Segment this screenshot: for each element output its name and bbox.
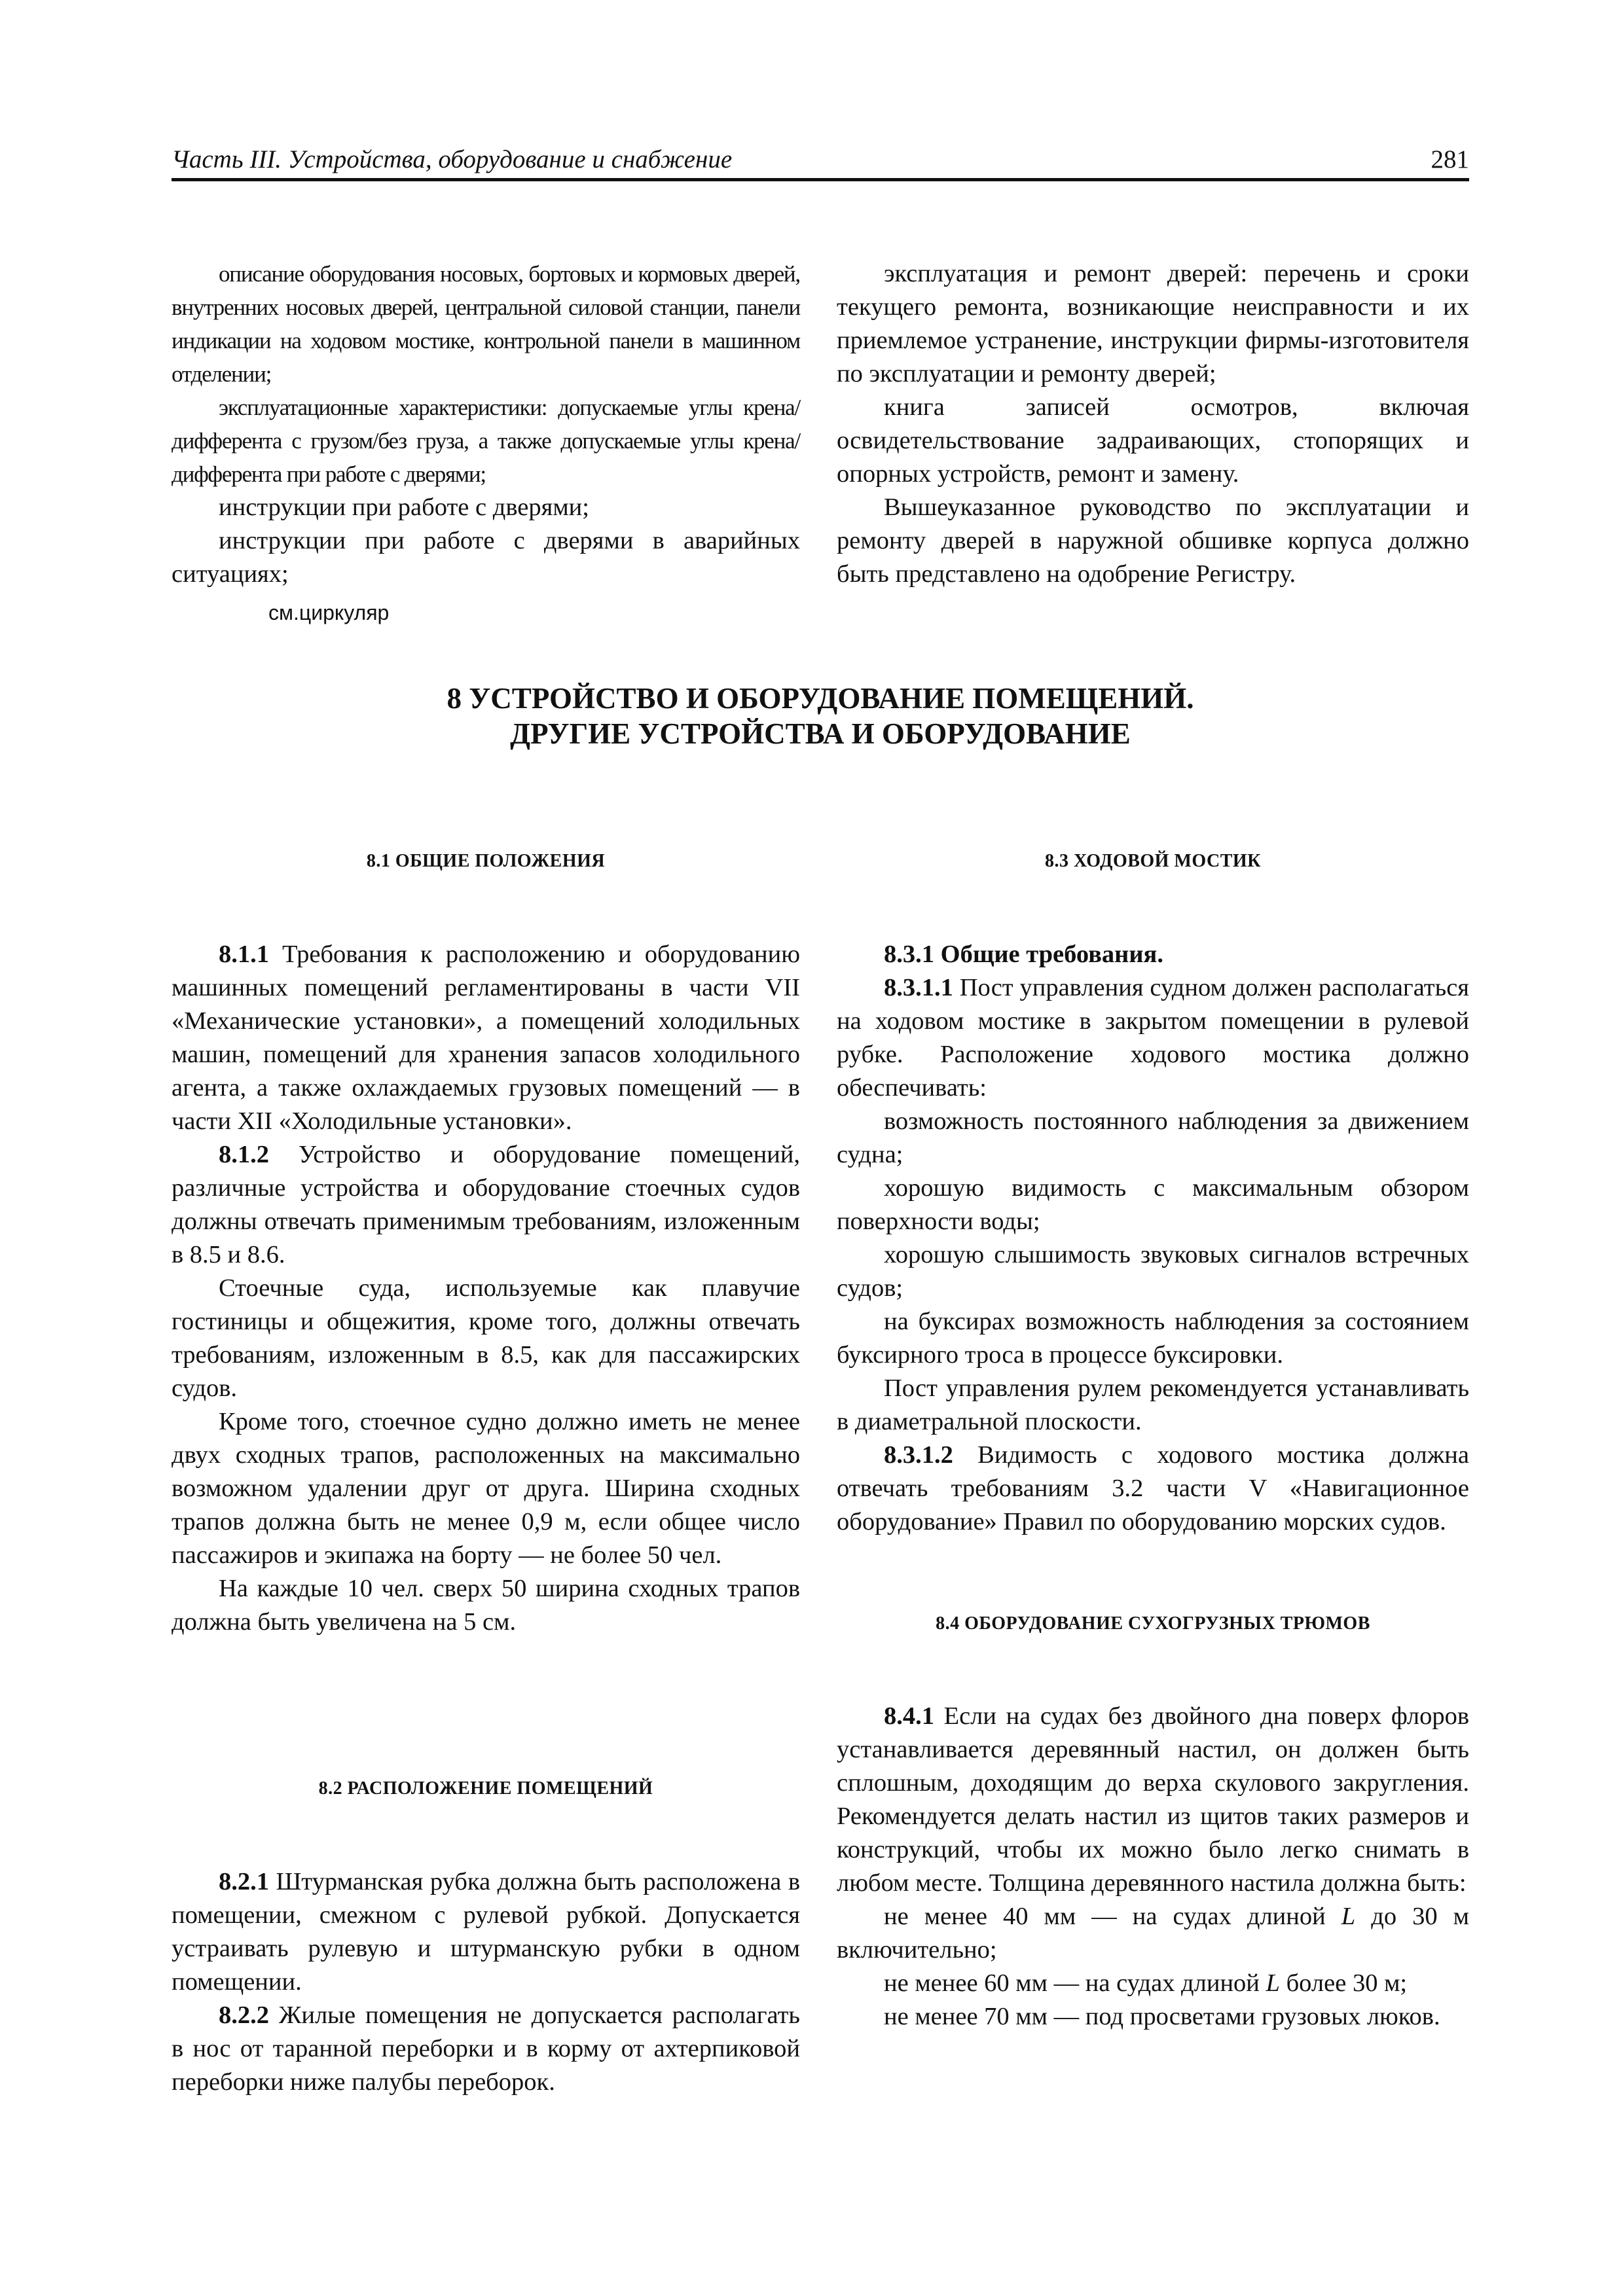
paragraph [172, 938, 800, 1138]
header-title: Часть III. Устройства, оборудование и снабжение [172, 145, 733, 173]
list-item [837, 1900, 1469, 1967]
list-item: не менее 70 мм — под просветами грузовых люков. [884, 2003, 1440, 2030]
paragraph [172, 1138, 800, 1272]
section-8-2-text [172, 1865, 800, 2099]
margin-note: см.циркуляр [268, 601, 390, 624]
section-8-3-text [837, 938, 1469, 1539]
section-8-4-text [837, 1700, 1469, 2034]
section-heading-8-1: 8.1 ОБЩИЕ ПОЛОЖЕНИЯ [366, 851, 606, 871]
top-left-text [172, 257, 800, 591]
paragraph [837, 1439, 1469, 1539]
variable-l: L [1341, 1903, 1356, 1930]
clause-text: Требования к расположению и оборудованию машинных помещений регламентированы в части VII «Механические установки», а помещений холодильных машин, помещений для хранения запасов холодильного агента, а также охлаждаемых грузовых помещений — в части XII «Холодильные установки». [172, 941, 800, 1135]
clause-number: 8.2.1 [219, 1868, 269, 1895]
paragraph: эксплуатационные характеристики: допускаемые углы крена/дифферента с грузом/без груза, а также допускаемые углы крена/дифферента при работе с дверями; [172, 395, 800, 487]
clause-text: Видимость с ходового мостика должна отвечать требованиям 3.2 части V «Навигационное оборудование» Правил по оборудованию морских судов. [837, 1441, 1469, 1535]
section-heading-8-2: 8.2 РАСПОЛОЖЕНИЕ ПОМЕЩЕНИЙ [318, 1778, 653, 1799]
clause-number: 8.3.1.2 [884, 1441, 953, 1469]
clause-text: Если на судах без двойного дна поверх флоров устанавливается деревянный настил, он должен быть сплошным, доходящим до верха скулового закругления. Рекомендуется делать настил из щитов таких размеров и конструкций, чтобы их можно было легко снимать в любом месте. Толщина деревянного настила должна быть: [837, 1702, 1469, 1897]
paragraph [837, 971, 1469, 1105]
list-item-text: до 30 м включительно; [837, 1903, 1469, 1964]
chapter-heading-line: ДРУГИЕ УСТРОЙСТВА И ОБОРУДОВАНИЕ [510, 717, 1131, 750]
paragraph: инструкции при работе с дверями в аварийных ситуациях; [172, 527, 800, 588]
subheading-title: Общие требования. [934, 941, 1163, 968]
paragraph: Стоечные суда, используемые как плавучие гостиницы и общежития, кроме того, должны отвечать требованиям, изложенным в 8.5, как для пассажирских судов. [172, 1274, 800, 1402]
paragraph: Пост управления рулем рекомендуется устанавливать в диаметральной плоскости. [837, 1374, 1469, 1435]
paragraph: Кроме того, стоечное судно должно иметь не менее двух сходных трапов, расположенных на максимально возможном удалении друг от друга. Ширина сходных трапов должна быть не менее 0,9 м, если общее число пассажиров и экипажа на борту — не более 50 чел. [172, 1408, 800, 1569]
variable-l: L [1266, 1969, 1280, 1997]
list-item: хорошую видимость с максимальным обзором поверхности воды; [837, 1174, 1469, 1235]
clause-number: 8.1.1 [219, 941, 269, 968]
list-item: хорошую слышимость звуковых сигналов встречных судов; [837, 1241, 1469, 1302]
top-right-text [837, 257, 1469, 591]
clause-text: Устройство и оборудование помещений, различные устройства и оборудование стоечных судов должны отвечать применимым требованиям, изложенным в 8.5 и 8.6. [172, 1141, 800, 1268]
clause-text: Пост управления судном должен располагаться на ходовом мостике в закрытом помещении в рулевой рубке. Расположение ходового мостика должно обеспечивать: [837, 974, 1469, 1102]
list-item: возможность постоянного наблюдения за движением судна; [837, 1107, 1469, 1168]
clause-number: 8.3.1.1 [884, 974, 953, 1001]
paragraph: инструкции при работе с дверями; [219, 493, 589, 521]
list-item-text: не менее 60 мм — на судах длиной [884, 1969, 1266, 1997]
paragraph: книга записей осмотров, включая освидетельствование задраивающих, стопорящих и опорных устройств, ремонт и замену. [837, 393, 1469, 488]
paragraph [172, 1865, 800, 1999]
page-number: 281 [1431, 145, 1469, 173]
list-item-text: более 30 м; [1279, 1969, 1408, 1997]
chapter-heading-line: 8 УСТРОЙСТВО И ОБОРУДОВАНИЕ ПОМЕЩЕНИЙ. [447, 682, 1194, 715]
clause-text: Штурманская рубка должна быть расположена в помещении, смежном с рулевой рубкой. Допускается устраивать рулевую и штурманскую рубки в одном помещении. [172, 1868, 800, 1996]
clause-text: Жилые помещения не допускается располагать в нос от таранной переборки и в корму от ахтерпиковой переборки ниже палубы переборок. [172, 2001, 800, 2096]
paragraph: описание оборудования носовых, бортовых и кормовых дверей, внутренних носовых дверей, центральной силовой станции, панели индикации на ходовом мостике, контрольной панели в машинном отделении; [172, 261, 800, 387]
section-heading-8-3: 8.3 ХОДОВОЙ МОСТИК [1045, 851, 1261, 871]
paragraph: Вышеуказанное руководство по эксплуатации и ремонту дверей в наружной обшивке корпуса должно быть представлено на одобрение Регистру. [837, 493, 1469, 588]
section-8-1-text [172, 938, 800, 1639]
section-heading-8-4: 8.4 ОБОРУДОВАНИЕ СУХОГРУЗНЫХ ТРЮМОВ [936, 1613, 1370, 1634]
paragraph: На каждые 10 чел. сверх 50 ширина сходных трапов должна быть увеличена на 5 см. [172, 1575, 800, 1636]
paragraph [837, 1700, 1469, 1900]
clause-number: 8.2.2 [219, 2001, 269, 2029]
list-item-text: не менее 40 мм — на судах длиной [884, 1903, 1341, 1930]
subheading [837, 938, 1469, 971]
list-item [837, 1967, 1469, 2000]
running-header [172, 145, 1469, 181]
clause-number: 8.4.1 [884, 1702, 934, 1730]
clause-number: 8.3.1 [884, 941, 934, 968]
paragraph: эксплуатация и ремонт дверей: перечень и сроки текущего ремонта, возникающие неисправности и их приемлемое устранение, инструкции фирмы-изготовителя по эксплуатации и ремонту дверей; [837, 260, 1469, 387]
clause-number: 8.1.2 [219, 1141, 269, 1168]
paragraph [172, 1999, 800, 2099]
chapter-heading [172, 681, 1469, 751]
list-item: на буксирах возможность наблюдения за состоянием буксирного троса в процессе буксировки. [837, 1308, 1469, 1369]
